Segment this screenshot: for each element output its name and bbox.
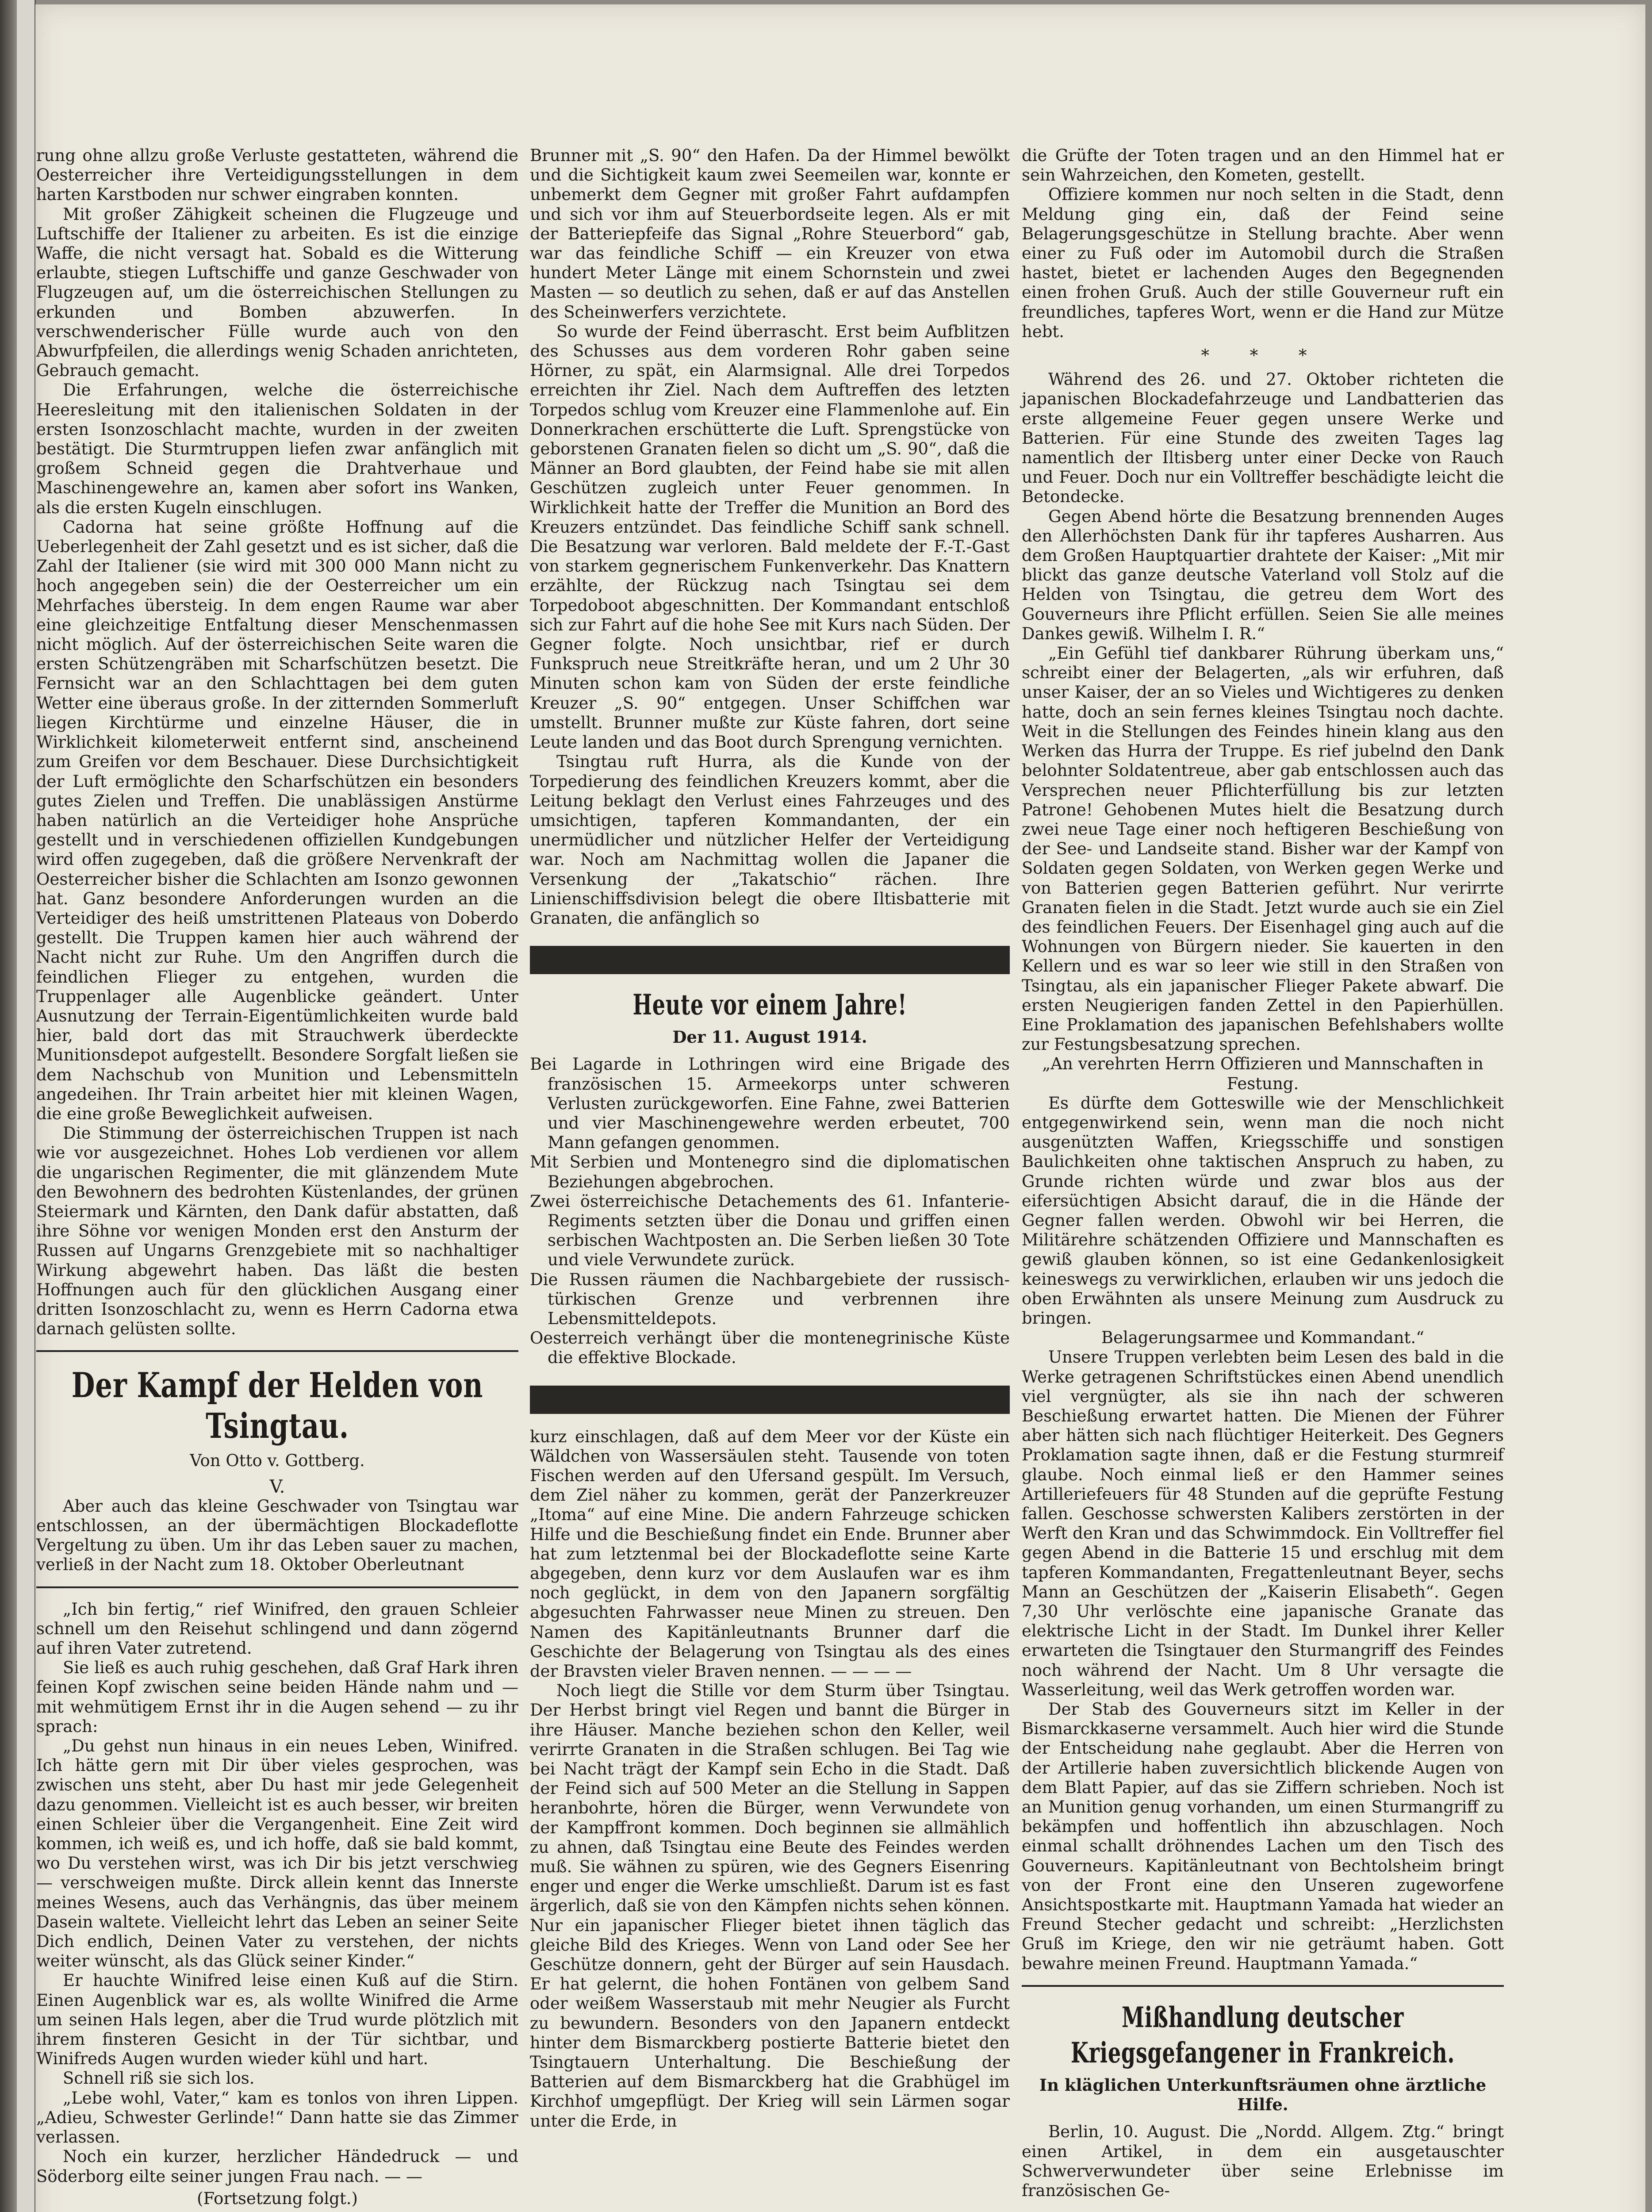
scan-edge <box>0 0 17 2212</box>
list-item: Bei Lagarde in Lothringen wird eine Brigade des französischen 15. Armeekorps unter schweren Verlusten zurückgeworfen. Eine Fahne, zwei Batterien und vier Maschinengewehre werden erbeutet, 700 Mann gefangen genommen. <box>530 1055 1010 1152</box>
paragraph: So wurde der Feind überrascht. Erst beim Aufblitzen des Schusses aus dem vorderen Rohr gaben seine Hörner, zu spät, ein Alarmsignal. Alle drei Torpedos erreichten ihr Ziel. Nach dem Auftreffen des letzten Torpedos schlug vom Kreuzer eine Flammenlohe auf. Ein Donnerkrachen erschütterte die Luft. Sprengstücke von geborstenen Granaten fielen so dicht um „S. 90“, daß die Männer an Bord glaubten, der Feind habe sie mit allen Geschützen zugleich unter Feuer genommen. In Wirklichkeit hatte der Treffer die Munition an Bord des Kreuzers entzündet. Das feindliche Schiff sank schnell. Die Besatzung war verloren. Bald meldete der F.-T.-Gast von starkem gegnerischem Funkenverkehr. Das Knattern erzählte, der Rückzug nach Tsingtau sei dem Torpedoboot abgeschnitten. Der Kommandant entschloß sich zur Fahrt auf die hohe See mit Kurs nach Süden. Der Gegner folgte. Noch unsichtbar, rief er durch Funkspruch neue Streitkräfte heran, und um 2 Uhr 30 Minuten schon kam von Süden der erste feindliche Kreuzer „S. 90“ entgegen. Unser Schiffchen war umstellt. Brunner mußte zur Küste fahren, dort seine Leute landen und das Boot durch Sprengung vernichten. <box>530 322 1010 752</box>
paragraph: Gegen Abend hörte die Besatzung brennenden Auges den Allerhöchsten Dank für ihr tapferes Ausharren. Aus dem Großen Hauptquartier drahtete der Kaiser: „Mit mir blickt das ganze deutsche Vaterland voll Stolz auf die Helden von Tsingtau, die getreu dem Wort des Gouverneurs ihre Pflicht erfüllen. Seien Sie alle meines Dankes gewiß. Wilhelm I. R.“ <box>1022 507 1504 643</box>
list-item: Mit Serbien und Montenegro sind die diplomatischen Beziehungen abgebrochen. <box>530 1152 1010 1191</box>
proclamation-body: Es dürfte dem Gotteswille wie der Menschlichkeit entgegenwirkend sein, wenn man die noch nicht ausgenützten Waffen, Kriegsschiffe und sonstigen Baulichkeiten ohne taktischen Anspruch zu haben, zu Grunde richten würde und zwar blos aus der eifersüchtigen Absicht darauf, die in die Hände der Gegner fallen werden. Obwohl wir bei Herren, die Militärehre schätzenden Offiziere und Mannschaften es gewiß glauben können, so ist eine Gedankenlosigkeit keineswegs zu verwirklichen, erlauben wir uns jedoch die oben Erwähnten als unsere Meinung zum Ausdruck zu bringen. <box>1022 1093 1504 1328</box>
black-bar <box>530 1386 1010 1414</box>
story-paragraph: Schnell riß sie sich los. <box>63 2069 255 2088</box>
article-headline: Mißhandlung deutscher Kriegsgefangener in Frankreich. <box>1070 2001 1455 2070</box>
paragraph: Während des 26. und 27. Oktober richteten die japanischen Blockadefahrzeuge und Landbatterien das erste allgemeine Feuer gegen unsere Werke und Batterien. Für eine Stunde des zweiten Tages lag namentlich der Iltisberg unter einer Decke von Rauch und Feuer. Doch nur ein Volltreffer beschädigte leicht die Betondecke. <box>1022 370 1504 507</box>
paragraph: Berlin, 10. August. Die „Nordd. Allgem. Ztg.“ bringt einen Artikel, in dem ein ausgetauschter Schwerverwundeter über seine Erlebnisse im französischen Ge- <box>1022 2122 1504 2200</box>
paragraph: Die Erfahrungen, welche die österreichische Heeresleitung mit den italienischen Soldaten in der ersten Isonzoschlacht machte, wurden in der zweiten bestätigt. Die Sturmtruppen liefen zwar anfänglich mit großem Schneid gegen die Drahtverhaue und Maschinengewehre an, kamen aber sofort ins Wanken, als die ersten Kugeln einschlugen. <box>36 380 518 517</box>
heute-date: Der 11. August 1914. <box>672 1027 867 1047</box>
story-paragraph: „Ich bin fertig,“ rief Winifred, den grauen Schleier schnell um den Reisehut schlingend und dann zögernd auf ihren Vater zutretend. <box>36 1599 518 1658</box>
byline: Von Otto v. Gottberg. <box>190 1451 365 1471</box>
story-paragraph: Er hauchte Winifred leise einen Kuß auf die Stirn. Einen Augenblick war es, als wollte Winifred die Arme um seinen Hals legen, aber die Trud wurde plötzlich mit ihrem finsteren Gesicht in der Tür sichtbar, und Winifreds Augen wurden wieder kühl und hart. <box>36 1971 518 2069</box>
paragraph: Brunner mit „S. 90“ den Hafen. Da der Himmel bewölkt und die Sichtigkeit kaum zwei Seemeilen war, konnte er unbemerkt dem Gegner mit großer Fahrt aufdampfen und sich vor ihm auf Steuerbordseite legen. Als er mit der Batteriepfeife das Signal „Rohre Steuerbord“ gab, war das feindliche Schiff — ein Kreuzer von etwa hundert Meter Länge mit einem Schornstein und zwei Masten — so deutlich zu sehen, daß er auf das Anstellen des Scheinwerfers verzichtete. <box>530 146 1010 322</box>
paragraph: Tsingtau ruft Hurra, als die Kunde von der Torpedierung des feindlichen Kreuzers kommt, aber die Leitung beklagt den Verlust eines Fahrzeuges und des umsichtigen, tapferen Kommandanten, der ein unermüdlicher und nützlicher Helfer der Verteidigung war. Noch am Nachmittag wollen die Japaner die Versenkung der „Takatschio“ rächen. Ihre Linienschiffsdivision belegt die obere Iltisbatterie mit Granaten, die anfänglich so <box>530 752 1010 928</box>
part-number: V. <box>269 1476 285 1497</box>
proclamation-signature: Belagerungsarmee und Kommandant.“ <box>1101 1328 1425 1348</box>
previous-page-strip <box>17 0 36 2212</box>
paragraph: Cadorna hat seine größte Hoffnung auf die Ueberlegenheit der Zahl gesetzt und es ist sicher, daß die Zahl der Italiener (sie wird mit 300 000 Mann nicht zu hoch angegeben sein) die der Oesterreicher um ein Mehrfaches übersteig. In dem engen Raume war aber eine gleichzeitige Entfaltung dieser Menschenmassen nicht möglich. Auf der österreichischen Seite waren die ersten Schützengräben mit Scharfschützen besetzt. Die Fernsicht war an den Schlachttagen bei dem guten Wetter eine überaus große. In der zitternden Sommerluft liegen Kirchtürme und einzelne Häuser, die in Wirklichkeit kilometerweit entfernt sind, anscheinend zum Greifen vor dem Beschauer. Diese Durchsichtigkeit der Luft ermöglichte den Scharfschützen ein besonders gutes Zielen und Treffen. Die unablässigen Anstürme haben natürlich an die Verteidiger hohe Ansprüche gestellt und in verschiedenen offiziellen Kundgebungen wird offen zugegeben, daß die größere Nervenkraft der Oesterreicher bisher die Schlachten am Isonzo gewonnen hat. Ganz besondere Anforderungen wurden an die Verteidiger des heiß umstrittenen Plateaus von Doberdo gestellt. Die Truppen kamen hier auch während der Nacht nicht zur Ruhe. Um den Angriffen durch die feindlichen Flieger zu entgehen, wurden die Truppenlager alle Augenblicke geändert. Unter Ausnutzung der Terrain-Eigentümlichkeiten wurde bald hier, bald dort das mit Strauchwerk überdeckte Munitionsdepot aufgestellt. Besondere Sorgfalt ließen sie dem Nachschub von Munition und Lebensmitteln angedeihen. Ihr Train arbeitet hier mit kleinen Wagen, die eine große Beweglichkeit aufweisen. <box>36 517 518 1123</box>
paragraph: kurz einschlagen, daß auf dem Meer vor der Küste ein Wäldchen von Wassersäulen steht. Tausende von toten Fischen werden auf den Ufersand gespült. Im Versuch, dem Ziel näher zu kommen, gerät der Panzerkreuzer „Itoma“ auf eine Mine. Die andern Fahrzeuge schicken Hilfe und die Beschießung findet ein Ende. Brunner aber hat zum letztenmal bei der Blockadeflotte seine Karte abgegeben, denn kurz vor dem Auslaufen war es ihm noch geglückt, in dem von den Japanern sorgfältig abgesuchten Fahrwasser neue Minen zu streuen. Den Namen des Kapitänleutnants Brunner darf die Geschichte der Belagerung von Tsingtau als des eines der Bravsten vieler Braven nennen. — — — — <box>530 1427 1010 1681</box>
paragraph: Die Stimmung der österreichischen Truppen ist nach wie vor ausgezeichnet. Hohes Lob verdienen vor allem die ungarischen Regimenter, die mit glänzendem Mute den Bewohnern des bedrohten Küstenlandes, der grünen Steiermark und Kärnten, den Dank dafür abstatten, daß ihre Söhne vor wenigen Monden erst den Ansturm der Russen auf Ungarns Grenzgebiete mit so nachhaltiger Wirkung abgewehrt haben. Das läßt die besten Hoffnungen auch für den glücklichen Ausgang einer dritten Isonzoschlacht zu, wenn es Herrn Cadorna etwa darnach gelüsten sollte. <box>36 1124 518 1339</box>
heute-list <box>530 1055 1010 1367</box>
story-paragraph: Sie ließ es auch ruhig geschehen, daß Graf Hark ihren feinen Kopf zwischen seine beiden Hände nahm und — mit wehmütigem Ernst ihr in die Augen sehend — zu ihr sprach: <box>36 1658 518 1736</box>
list-item: Die Russen räumen die Nachbargebiete der russisch-türkischen Grenze und verbrennen ihre Lebensmitteldepots. <box>530 1270 1010 1328</box>
section-stars: * * * <box>1201 346 1325 365</box>
story-paragraph: Noch ein kurzer, herzlicher Händedruck — und Söderborg eilte seiner jungen Frau nach. — — <box>36 2147 518 2186</box>
column-3-content <box>1022 146 1504 2200</box>
section-rule <box>36 1586 518 1588</box>
paragraph: Offiziere kommen nur noch selten in die Stadt, denn Meldung ging ein, daß der Feind seine Belagerungsgeschütze in Stellung brachte. Aber wenn einer zu Fuß oder im Automobil durch die Straßen hastet, bietet er lachenden Auges den Begegnenden einen frohen Gruß. Auch der stille Gouverneur ruft ein freundliches, tapferes Wort, wenn er die Hand zur Mütze hebt. <box>1022 185 1504 341</box>
paragraph: „Ein Gefühl tief dankbarer Rührung überkam uns,“ schreibt einer der Belagerten, „als wir erfuhren, daß unser Kaiser, der an so Vieles und Wichtigeres zu denken hatte, doch an sein fernes kleines Tsingtau noch dachte. Weit in die Stellungen des Feindes hinein klang aus den Werken das Hurra der Truppe. Es rief jubelnd den Dank belohnter Soldatentreue, aber gab entschlossen auch das Versprechen neuer Pflichterfüllung bis zur letzten Patrone! Gehobenen Mutes hielt die Besatzung durch zwei neue Tage einer noch heftigeren Beschießung von der See- und Landseite stand. Bisher war der Kampf von Soldaten gegen Soldaten, von Werken gegen Werke und von Batterien gegen Batterien geführt. Nur verirrte Granaten fielen in die Stadt. Jetzt wurde auch sie ein Ziel des feindlichen Feuers. Der Eisenhagel ging auch auf die Wohnungen von Bürgern nieder. Sie kauerten in den Kellern und es war so leer wie still in den Straßen von Tsingtau, als ein japanischer Flieger Pakete abwarf. Die ersten Neugierigen fanden Zettel in den Papierhüllen. Eine Proklamation des japanischen Befehlshabers wollte zur Festungsbesatzung sprechen. <box>1022 644 1504 1054</box>
heute-title: Heute vor einem Jahre! <box>632 988 907 1022</box>
story-paragraph: „Lebe wohl, Vater,“ kam es tonlos von ihren Lippen. „Adieu, Schwester Gerlinde!“ Dann hatte sie das Zimmer verlassen. <box>36 2088 518 2147</box>
list-item: Zwei österreichische Detachements des 61. Infanterie-Regiments setzten über die Donau und griffen einen serbischen Wachtposten an. Die Serben ließen 30 Tote und viele Verwundete zurück. <box>530 1191 1010 1270</box>
paragraph: rung ohne allzu große Verluste gestatteten, während die Oesterreicher ihre Verteidigungsstellungen in dem harten Karstboden nur schwer eingraben konnten. <box>36 146 518 204</box>
paragraph: Der Stab des Gouverneurs sitzt im Keller in der Bismarckkaserne versammelt. Auch hier wird die Stunde der Entscheidung nahe geglaubt. Aber die Herren von der Artillerie haben zuversichtlich blickende Augen von dem Blatt Papier, auf das sie Ziffern schrieben. Noch ist an Munition genug vorhanden, um einen Sturmangriff zu bekämpfen und hoffentlich ihn abzuschlagen. Noch einmal schallt dröhnendes Lachen um den Tisch des Gouverneurs. Kapitänleutnant von Bechtolsheim bringt von der Front eine den Unseren zugeworfene Ansichtspostkarte mit. Hauptmann Yamada hat wieder an Freund Stecher gedacht und schreibt: „Herzlichsten Gruß im Kriege, den wir nie geträumt haben. Gott bewahre meinen Freund. Hauptmann Yamada.“ <box>1022 1700 1504 1973</box>
column-2-content <box>530 146 1010 2131</box>
section-rule <box>36 1350 518 1352</box>
article-headline: Der Kampf der Helden von Tsingtau. <box>71 1365 483 1447</box>
column-1-content <box>36 146 518 2208</box>
story-paragraph: „Du gehst nun hinaus in ein neues Leben, Winifred. Ich hätte gern mit Dir über vieles gesprochen, was zwischen uns steht, aber Du hast mir jede Gelegenheit dazu genommen. Vielleicht ist es auch besser, wir breiten einen Schleier über die Vergangenheit. Eine Zeit wird kommen, ich weiß es, und ich hoffe, daß sie bald kommt, wo Du verstehen wirst, was ich Dir bis jetzt verschwieg — verschweigen mußte. Dirck allein kennt das Innerste meines Wesens, auch das Verhängnis, das über meinem Dasein waltete. Vielleicht lehrt das Leben an seiner Seite Dich endlich, Deinen Vater zu verstehen, der nichts weiter wünscht, als das Glück seiner Kinder.“ <box>36 1736 518 1971</box>
section-rule <box>1022 1985 1504 1987</box>
paragraph: die Grüfte der Toten tragen und an den Himmel hat er sein Wahrzeichen, den Kometen, gestellt. <box>1022 146 1504 185</box>
article-subtitle: In kläglichen Unterkunftsräumen ohne ärztliche Hilfe. <box>1039 2075 1487 2115</box>
list-item: Oesterreich verhängt über die montenegrinische Küste die effektive Blockade. <box>530 1329 1010 1367</box>
black-bar <box>530 946 1010 974</box>
paragraph: Aber auch das kleine Geschwader von Tsingtau war entschlossen, an der übermächtigen Blockadeflotte Vergeltung zu üben. Um ihr das Leben sauer zu machen, verließ in der Nacht zum 18. Oktober Oberleutnant <box>36 1496 518 1575</box>
paragraph: Unsere Truppen verlebten beim Lesen des bald in die Werke getragenen Schriftstückes einen Abend unendlich viel vergnügter, als sie ihn nach der schweren Beschießung erwartet hatten. Die Mienen der Führer aber hätten sich nach flüchtiger Heiterkeit. Des Gegners Proklamation sagte ihnen, daß er die Festung sturmreif glaube. Noch einmal ließ er den Hammer seines Artilleriefeuers für 48 Stunden auf die geprüfte Festung fallen. Geschosse schwersten Kalibers zerstörten in der Werft den Kran und das Schwimmdock. Ein Volltreffer fiel gegen Abend in die Batterie 15 und erschlug mit dem tapferen Kommandanten, Fregattenleutnant Beyer, sechs Mann an Geschützen der „Kaiserin Elisabeth“. Gegen 7,30 Uhr verlöschte eine japanische Granate das elektrische Licht in der Stadt. Im Dunkel ihrer Keller erwarteten die Tsingtauer den Sturmangriff des Feindes noch während der Nacht. Um 8 Uhr versagte die Wasserleitung, weil das Werk getroffen worden war. <box>1022 1348 1504 1699</box>
continued-note: (Fortsetzung folgt.) <box>197 2189 358 2208</box>
paragraph: Noch liegt die Stille vor dem Sturm über Tsingtau. Der Herbst bringt viel Regen und bannt die Bürger in ihre Häuser. Manche beziehen schon den Keller, weil verirrte Granaten in die Straßen schlugen. Bei Tag wie bei Nacht trägt der Kampf sein Echo in die Stadt. Daß der Feind sich auf 500 Meter an die Stellung in Sappen heranbohrte, hören die Bürger, wenn Verwundete von der Kampffront kommen. Doch beginnen sie allmählich zu ahnen, daß Tsingtau eine Beute des Feindes werden muß. Sie wähnen zu spüren, wie des Gegners Eisenring enger und enger die Werke umschließt. Darum ist es fast ärgerlich, daß sie von den Kämpfen nichts sehen können. Nur ein japanischer Flieger bietet ihnen täglich das gleiche Bild des Krieges. Wenn von Land oder See her Geschütze donnern, geht der Bürger auf sein Hausdach. Er hat gelernt, die hohen Fontänen von gelbem Sand oder weißem Wasserstaub mit mehr Neugier als Furcht zu bewundern. Besonders von den Japanern entdeckt hinter dem Bismarckberg postierte Batterie bietet den Tsingtauern Unterhaltung. Die Beschießung der Batterien auf dem Bismarckberg hat die Grabhügel im Kirchhof umgepflügt. Der Krieg will sein Lärmen sogar unter die Erde, in <box>530 1681 1010 2131</box>
proclamation-heading: „An verehrten Herrn Offizieren und Mannschaften in Festung. <box>1042 1054 1483 1093</box>
paragraph: Mit großer Zähigkeit scheinen die Flugzeuge und Luftschiffe der Italiener zu arbeiten. Es ist die einzige Waffe, die nicht versagt hat. Sobald es die Witterung erlaubte, stiegen Luftschiffe und ganze Geschwader von Flugzeugen auf, um die österreichischen Stellungen zu erkunden und Bomben abzuwerfen. In verschwenderischer Fülle wurde auch von den Abwurfpfeilen, die allerdings wenig Schaden anrichteten, Gebrauch gemacht. <box>36 204 518 380</box>
